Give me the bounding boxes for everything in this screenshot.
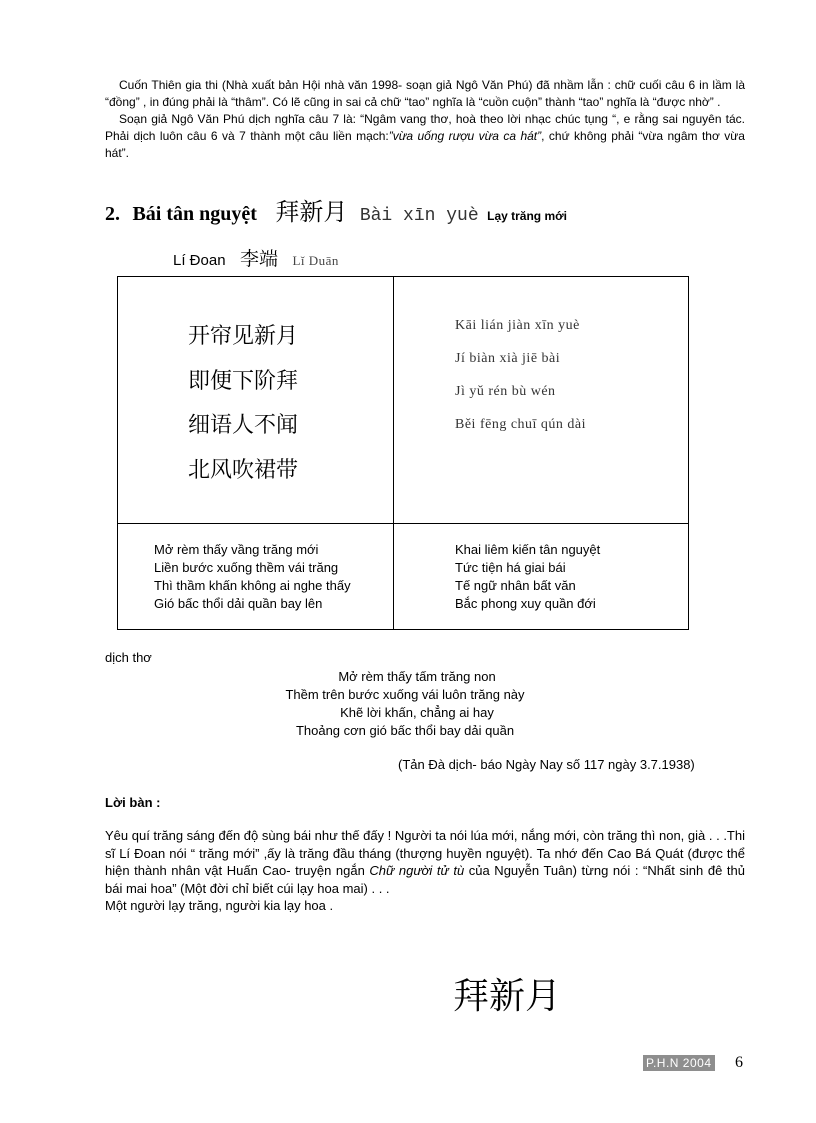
author-han: 李端 xyxy=(240,248,279,270)
author-line xyxy=(173,244,339,271)
author-name: Lí Đoan xyxy=(173,252,226,269)
poem-meaning-cell xyxy=(154,541,351,613)
translation-line: Khẽ lời khấn, chẳng ai hay xyxy=(340,705,494,720)
translation-line: Thoảng cơn gió bấc thổi bay dải quần xyxy=(295,723,515,738)
commentary-tail: của Nguyễn Tuân) từng nói : “Nhất sinh đê thủ bái mai hoa” (Một đời chỉ biết cúi lạy hoa mai) . . . xyxy=(105,863,745,896)
sino-viet-line: Tức tiện há giai bái xyxy=(455,560,566,575)
sino-viet-line: Bắc phong xuy quần đới xyxy=(455,596,596,611)
poem-sino-viet-cell xyxy=(455,541,600,613)
commentary-last-line: Một người lạy trăng, người kia lạy hoa . xyxy=(105,898,334,913)
section-title-pinyin: Bài xīn yuè xyxy=(359,206,479,226)
translation-line: Thềm trên bước xuống vái luôn trăng này xyxy=(285,687,525,702)
footer-badge: P.H.N 2004 xyxy=(643,1055,715,1071)
intro-paragraph-2-tail: , chứ không phải “vừa ngâm thơ vừa hát”. xyxy=(105,129,745,160)
pinyin-line: Kāi lián jiàn xīn yuè xyxy=(455,318,580,333)
pinyin-line: Jì yǔ rén bù wén xyxy=(455,384,556,399)
intro-paragraph-2-lead: Soạn giả Ngô Văn Phú dịch nghĩa câu 7 là: “Ngâm vang thơ, hoà theo lời nhạc chúc tụng “, e rằng sai nguyên tác. Phải dịch luôn câu 6 và 7 thành một câu liền mạch: xyxy=(105,112,745,143)
intro-notes xyxy=(105,77,745,162)
han-line: 北风吹裙带 xyxy=(188,457,299,483)
section-title: Bái tân nguyệt xyxy=(132,203,257,225)
commentary-label: Lời bàn : xyxy=(105,795,161,810)
commentary-lead: Yêu quí trăng sáng đến độ sùng bái như thế đấy ! Người ta nói lúa mới, nắng mới, còn trăng thì non, già . . .Thi sĩ Lí Đoan nói “ trăng mới” ,ấy là trăng đầu tháng (thượng huyền nguyệt). Ta nhớ đến Cao Bá Quát (được thể hiện thành nhân vật Huấn Cao- truyện ngắn xyxy=(105,828,745,878)
pinyin-line: Jí biàn xià jiē bài xyxy=(455,351,561,366)
intro-paragraph-2-quote: ”vừa uống rượu vừa ca hát” xyxy=(388,129,542,143)
han-line: 开帘见新月 xyxy=(188,324,299,349)
table-divider-horizontal xyxy=(118,523,688,524)
han-line: 细语人不闻 xyxy=(188,413,299,438)
meaning-line: Liền bước xuống thềm vái trăng xyxy=(154,560,339,575)
intro-paragraph-1: Cuốn Thiên gia thi (Nhà xuất bản Hội nhà văn 1998- soạn giả Ngô Văn Phú) đã nhầm lẫn : chữ cuối câu 6 in lầm là “đồng” , in đúng phải là “thâm”. Có lẽ cũng in sai cả chữ “tao” nghĩa là “cuồn cuộn” thành “tao” nghĩa là “được nhờ” . xyxy=(105,78,745,109)
sino-viet-line: Tế ngữ nhân bất văn xyxy=(455,578,576,593)
han-line: 即便下阶拜 xyxy=(188,368,299,394)
poem-han-cell xyxy=(188,315,298,493)
intro-paragraph-2 xyxy=(105,111,745,162)
meaning-line: Mở rèm thấy vầng trăng mới xyxy=(154,542,319,557)
section-heading xyxy=(105,192,567,228)
section-number: 2. xyxy=(105,203,120,225)
poem-table xyxy=(117,276,689,630)
section-title-han: 拜新月 xyxy=(275,198,348,226)
translation-poem xyxy=(230,668,580,740)
page-number: 6 xyxy=(735,1054,743,1071)
section-title-translation: Lạy trăng mới xyxy=(487,209,567,223)
commentary-book-title: Chữ người tử tù xyxy=(369,863,465,878)
commentary-text xyxy=(105,827,745,915)
pinyin-line: Běi fēng chuī qún dài xyxy=(455,417,587,432)
translation-source: (Tản Đà dịch- báo Ngày Nay số 117 ngày 3.7.1938) xyxy=(398,757,695,772)
closing-han-title: 拜新月 xyxy=(453,976,562,1017)
meaning-line: Thì thầm khấn không ai nghe thấy xyxy=(154,578,351,593)
translation-label: dịch thơ xyxy=(105,650,152,665)
poem-pinyin-cell xyxy=(455,309,586,441)
sino-viet-line: Khai liêm kiến tân nguyệt xyxy=(455,542,601,557)
translation-line: Mở rèm thấy tấm trăng non xyxy=(338,669,496,684)
author-pinyin: Lǐ Duān xyxy=(292,253,339,268)
table-divider-vertical xyxy=(393,277,394,629)
meaning-line: Gió bấc thổi dải quần bay lên xyxy=(154,596,323,611)
